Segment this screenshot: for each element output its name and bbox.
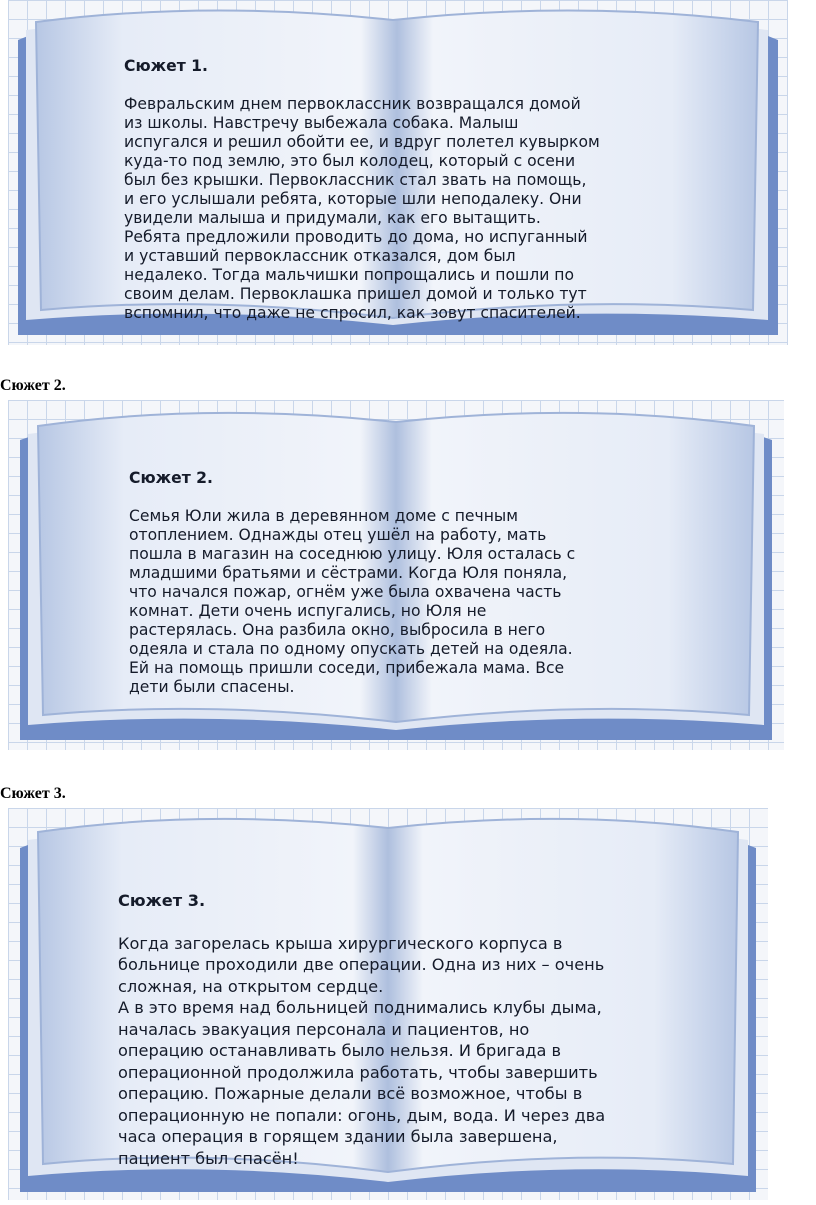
story-1-title: Сюжет 1. [124, 57, 208, 75]
caption-story-3: Сюжет 3. [0, 785, 66, 802]
story-1-text [124, 38, 744, 323]
story-2 [0, 400, 816, 750]
story-1-body: Февральским днем первоклассник возвращался домой из школы. Навстречу выбежала собака. Малыш испугался и решил обойти ее, и вдруг полетел кувырком куда-то под землю, это был колодец, который с осени был без крышки. Первоклассник стал звать на помощь, и его услышали ребята, которые шли неподалеку. Они увидели малыша и придумали, как его вытащить. Ребята предложили проводить до дома, но испуганный и уставший первоклассник отказался, дом был недалеко. Тогда мальчишки попрощались и пошли по своим делам. Первоклашка пришел домой и только тут вспомнил, что даже не спросил, как зовут спасителей. [124, 95, 600, 322]
story-3-body: Когда загорелась крыша хирургического корпуса в больнице проходили две операции. Одна из них – очень сложная, на открытом сердце. А в это время над больницей поднимались клубы дыма, началась эвакуация персонала и пациентов, но операцию останавливать было нельзя. И бригада в операционной продолжила работать, чтобы завершить операцию. Пожарные делали всё возможное, чтобы в операционную не попали: огонь, дым, вода. И через два часа операция в горящем здании была завершена, пациент был спасён! [118, 933, 606, 1168]
story-3-text [118, 868, 718, 1169]
story-2-title: Сюжет 2. [129, 469, 213, 487]
caption-story-2: Сюжет 2. [0, 377, 66, 394]
story-3 [0, 808, 816, 1200]
story-1 [0, 0, 816, 345]
story-3-title: Сюжет 3. [118, 890, 206, 910]
story-2-text [129, 450, 729, 697]
story-2-body: Семья Юли жила в деревянном доме с печным отоплением. Однажды отец ушёл на работу, мать пошла в магазин на соседнюю улицу. Юля осталась с младшими братьями и сёстрами. Когда Юля поняла, что начался пожар, огнём уже была охвачена часть комнат. Дети очень испугались, но Юля не растерялась. Она разбила окно, выбросила в него одеяла и стала по одному опускать детей на одеяла. Ей на помощь пришли соседи, прибежала мама. Все дети были спасены. [129, 507, 576, 696]
